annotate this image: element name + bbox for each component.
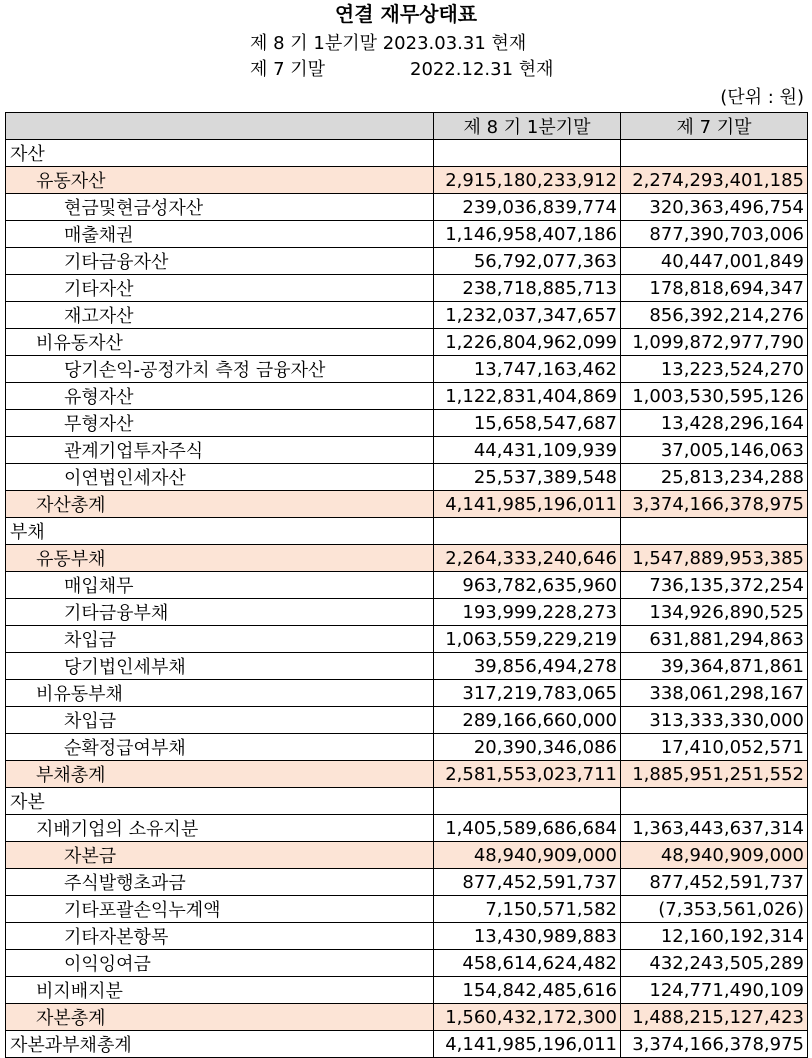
current-period-value: 239,036,839,774 xyxy=(434,194,621,221)
table-row xyxy=(6,518,808,545)
prior-period-value: 40,447,001,849 xyxy=(621,248,808,275)
current-period-value: 15,658,547,687 xyxy=(434,410,621,437)
current-period-value xyxy=(434,788,621,815)
row-label: 매출채권 xyxy=(6,221,434,248)
table-row xyxy=(6,923,808,950)
unit-label: (단위 : 원) xyxy=(720,87,804,108)
row-label: 당기손익-공정가치 측정 금융자산 xyxy=(6,356,434,383)
table-row xyxy=(6,221,808,248)
current-period-value: 20,390,346,086 xyxy=(434,734,621,761)
table-row xyxy=(6,329,808,356)
current-period-value: 7,150,571,582 xyxy=(434,896,621,923)
current-period-value: 1,226,804,962,099 xyxy=(434,329,621,356)
prior-period-value xyxy=(621,518,808,545)
prior-period-value: 320,363,496,754 xyxy=(621,194,808,221)
row-label: 순확정급여부채 xyxy=(6,734,434,761)
prior-period-value: 856,392,214,276 xyxy=(621,302,808,329)
prior-period-value: 432,243,505,289 xyxy=(621,950,808,977)
current-period-value: 25,537,389,548 xyxy=(434,464,621,491)
prior-period-value: 2,274,293,401,185 xyxy=(621,167,808,194)
row-label: 현금및현금성자산 xyxy=(6,194,434,221)
table-row xyxy=(6,734,808,761)
period-current: 제 8 기 1분기말 2023.03.31 현재 xyxy=(250,33,527,54)
table-row xyxy=(6,248,808,275)
row-label: 기타자산 xyxy=(6,275,434,302)
current-period-value: 458,614,624,482 xyxy=(434,950,621,977)
table-row xyxy=(6,599,808,626)
row-label: 비유동자산 xyxy=(6,329,434,356)
row-label: 자본 xyxy=(6,788,434,815)
current-period-value: 13,430,989,883 xyxy=(434,923,621,950)
period-prior-label: 제 7 기말 xyxy=(250,59,326,80)
table-row xyxy=(6,653,808,680)
table-row xyxy=(6,680,808,707)
table-row xyxy=(6,869,808,896)
table-row xyxy=(6,383,808,410)
table-row xyxy=(6,707,808,734)
table-row xyxy=(6,1004,808,1031)
row-label: 기타금융부채 xyxy=(6,599,434,626)
table-row xyxy=(6,788,808,815)
header-label-col xyxy=(6,113,434,140)
table-row xyxy=(6,356,808,383)
row-label: 부채총계 xyxy=(6,761,434,788)
current-period-value: 2,915,180,233,912 xyxy=(434,167,621,194)
header-current-period: 제 8 기 1분기말 xyxy=(434,113,621,140)
table-row xyxy=(6,491,808,518)
row-label: 이익잉여금 xyxy=(6,950,434,977)
row-label: 자본총계 xyxy=(6,1004,434,1031)
current-period-value: 289,166,660,000 xyxy=(434,707,621,734)
table-row xyxy=(6,896,808,923)
prior-period-value xyxy=(621,788,808,815)
row-label: 부채 xyxy=(6,518,434,545)
prior-period-value: 12,160,192,314 xyxy=(621,923,808,950)
current-period-value: 13,747,163,462 xyxy=(434,356,621,383)
prior-period-value: 631,881,294,863 xyxy=(621,626,808,653)
row-label: 기타자본항목 xyxy=(6,923,434,950)
row-label: 기타포괄손익누계액 xyxy=(6,896,434,923)
header-row xyxy=(6,113,808,140)
prior-period-value: 338,061,298,167 xyxy=(621,680,808,707)
prior-period-value: 877,452,591,737 xyxy=(621,869,808,896)
current-period-value: 1,063,559,229,219 xyxy=(434,626,621,653)
row-label: 유형자산 xyxy=(6,383,434,410)
prior-period-value: 3,374,166,378,975 xyxy=(621,1031,808,1058)
prior-period-value: 3,374,166,378,975 xyxy=(621,491,808,518)
current-period-value: 2,264,333,240,646 xyxy=(434,545,621,572)
prior-period-value: 124,771,490,109 xyxy=(621,977,808,1004)
period-prior-date: 2022.12.31 현재 xyxy=(410,59,554,80)
current-period-value: 39,856,494,278 xyxy=(434,653,621,680)
current-period-value: 238,718,885,713 xyxy=(434,275,621,302)
table-body xyxy=(6,140,808,1058)
prior-period-value: 1,363,443,637,314 xyxy=(621,815,808,842)
prior-period-value: 13,223,524,270 xyxy=(621,356,808,383)
current-period-value: 193,999,228,273 xyxy=(434,599,621,626)
table-row xyxy=(6,626,808,653)
current-period-value xyxy=(434,518,621,545)
prior-period-value: 1,547,889,953,385 xyxy=(621,545,808,572)
row-label: 이연법인세자산 xyxy=(6,464,434,491)
prior-period-value: 25,813,234,288 xyxy=(621,464,808,491)
current-period-value: 154,842,485,616 xyxy=(434,977,621,1004)
table-row xyxy=(6,140,808,167)
table-row xyxy=(6,194,808,221)
prior-period-value: 1,885,951,251,552 xyxy=(621,761,808,788)
prior-period-value: 1,099,872,977,790 xyxy=(621,329,808,356)
row-label: 자산총계 xyxy=(6,491,434,518)
prior-period-value: 39,364,871,861 xyxy=(621,653,808,680)
prior-period-value xyxy=(621,140,808,167)
table-row xyxy=(6,815,808,842)
table-row xyxy=(6,842,808,869)
table-row xyxy=(6,950,808,977)
table-row xyxy=(6,761,808,788)
row-label: 당기법인세부채 xyxy=(6,653,434,680)
table-row xyxy=(6,437,808,464)
current-period-value: 1,232,037,347,657 xyxy=(434,302,621,329)
prior-period-value: 13,428,296,164 xyxy=(621,410,808,437)
current-period-value: 1,560,432,172,300 xyxy=(434,1004,621,1031)
current-period-value: 44,431,109,939 xyxy=(434,437,621,464)
prior-period-value: 178,818,694,347 xyxy=(621,275,808,302)
row-label: 주식발행초과금 xyxy=(6,869,434,896)
current-period-value: 317,219,783,065 xyxy=(434,680,621,707)
prior-period-value: 736,135,372,254 xyxy=(621,572,808,599)
row-label: 재고자산 xyxy=(6,302,434,329)
table-row xyxy=(6,977,808,1004)
current-period-value: 1,405,589,686,684 xyxy=(434,815,621,842)
row-label: 비유동부채 xyxy=(6,680,434,707)
row-label: 차입금 xyxy=(6,626,434,653)
row-label: 자본과부채총계 xyxy=(6,1031,434,1058)
row-label: 매입채무 xyxy=(6,572,434,599)
current-period-value: 4,141,985,196,011 xyxy=(434,1031,621,1058)
row-label: 관계기업투자주식 xyxy=(6,437,434,464)
row-label: 유동부채 xyxy=(6,545,434,572)
current-period-value: 1,122,831,404,869 xyxy=(434,383,621,410)
prior-period-value: 48,940,909,000 xyxy=(621,842,808,869)
prior-period-value: 134,926,890,525 xyxy=(621,599,808,626)
table-row xyxy=(6,464,808,491)
statement-title: 연결 재무상태표 xyxy=(334,2,478,26)
current-period-value: 48,940,909,000 xyxy=(434,842,621,869)
header-prior-period: 제 7 기말 xyxy=(621,113,808,140)
prior-period-value: 877,390,703,006 xyxy=(621,221,808,248)
current-period-value xyxy=(434,140,621,167)
current-period-value: 1,146,958,407,186 xyxy=(434,221,621,248)
prior-period-value: (7,353,561,026) xyxy=(621,896,808,923)
row-label: 기타금융자산 xyxy=(6,248,434,275)
table-row xyxy=(6,545,808,572)
row-label: 비지배지분 xyxy=(6,977,434,1004)
row-label: 유동자산 xyxy=(6,167,434,194)
current-period-value: 877,452,591,737 xyxy=(434,869,621,896)
prior-period-value: 313,333,330,000 xyxy=(621,707,808,734)
current-period-value: 4,141,985,196,011 xyxy=(434,491,621,518)
prior-period-value: 1,003,530,595,126 xyxy=(621,383,808,410)
current-period-value: 963,782,635,960 xyxy=(434,572,621,599)
prior-period-value: 1,488,215,127,423 xyxy=(621,1004,808,1031)
table-row xyxy=(6,410,808,437)
current-period-value: 56,792,077,363 xyxy=(434,248,621,275)
balance-sheet-table xyxy=(5,112,808,1058)
table-row xyxy=(6,1031,808,1058)
row-label: 차입금 xyxy=(6,707,434,734)
table-row xyxy=(6,302,808,329)
row-label: 무형자산 xyxy=(6,410,434,437)
prior-period-value: 17,410,052,571 xyxy=(621,734,808,761)
prior-period-value: 37,005,146,063 xyxy=(621,437,808,464)
table-row xyxy=(6,167,808,194)
row-label: 자본금 xyxy=(6,842,434,869)
table-row xyxy=(6,275,808,302)
current-period-value: 2,581,553,023,711 xyxy=(434,761,621,788)
row-label: 지배기업의 소유지분 xyxy=(6,815,434,842)
table-row xyxy=(6,572,808,599)
row-label: 자산 xyxy=(6,140,434,167)
